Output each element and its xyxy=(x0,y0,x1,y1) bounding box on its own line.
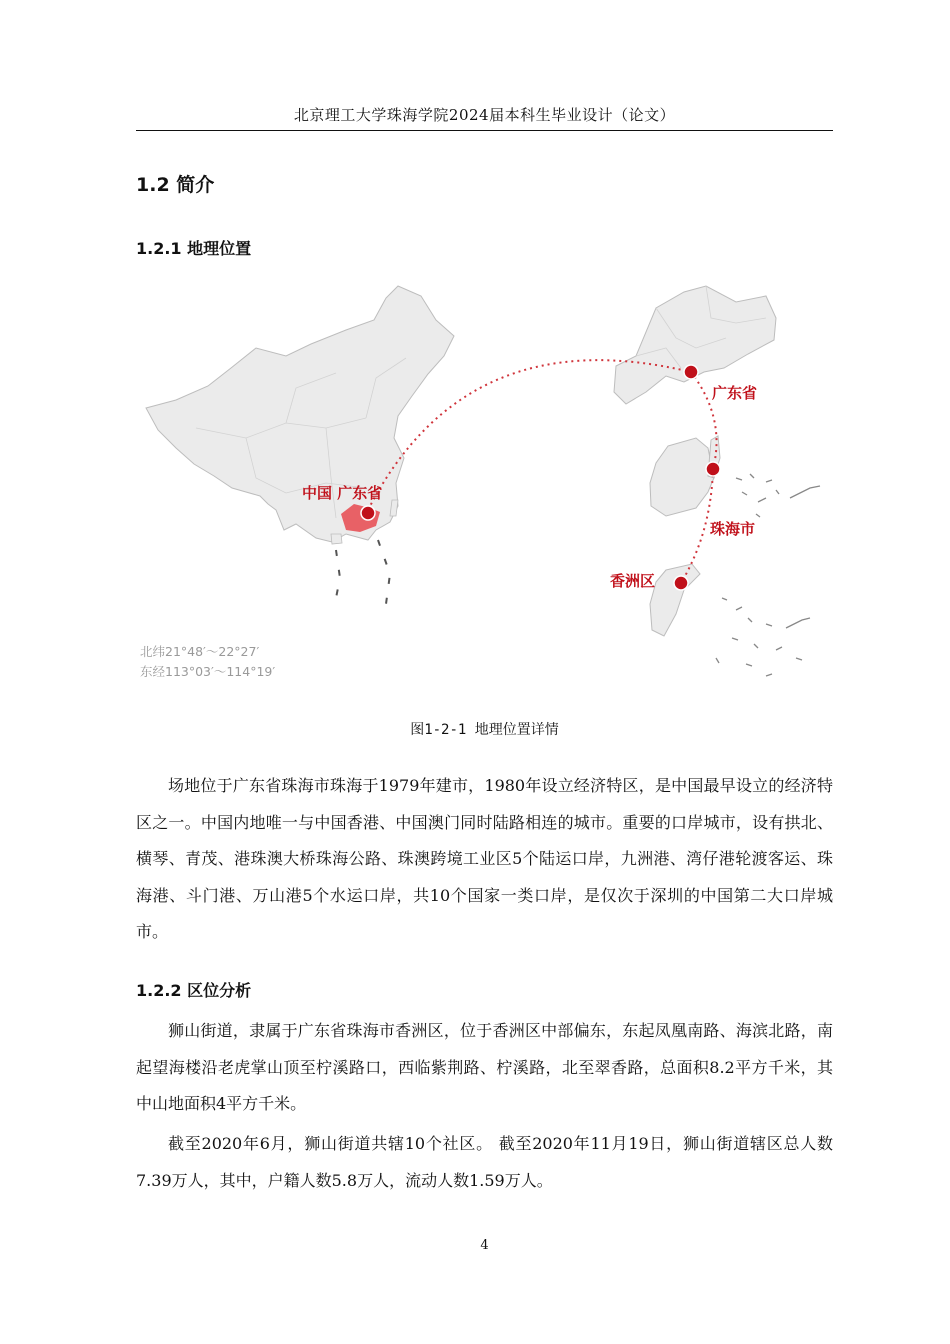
label-xiangzhou: 香洲区 xyxy=(610,572,656,590)
section-heading: 1.2 简介 xyxy=(136,174,215,196)
xiangzhou-map xyxy=(650,564,700,636)
nine-dash-line xyxy=(334,540,390,610)
marker-xiangzhou xyxy=(674,576,688,590)
subsection-heading-analysis: 1.2.2 区位分析 xyxy=(136,981,252,1000)
zhuhai-map xyxy=(650,438,716,516)
marker-zhuhai xyxy=(706,462,720,476)
china-map xyxy=(146,286,454,542)
header-rule xyxy=(136,130,833,131)
marker-china xyxy=(361,506,375,520)
label-guangdong: 广东省 xyxy=(712,384,758,402)
islands xyxy=(716,474,820,676)
location-figure xyxy=(136,278,836,698)
label-china-guangdong: 中国 广东省 xyxy=(302,484,383,502)
location-map xyxy=(136,278,836,698)
figure-caption: 图1-2-1 地理位置详情 xyxy=(410,722,559,738)
label-latitude: 北纬21°48′～22°27′ xyxy=(140,644,260,659)
marker-guangdong xyxy=(684,365,698,379)
paragraph-shishan: 狮山街道，隶属于广东省珠海市香洲区，位于香洲区中部偏东，东起凤凰南路、海滨北路，南起望海楼沿老虎掌山顶至柠溪路口，西临紫荆路、柠溪路，北至翠香路，总面积8.2平方千米，其中山地面积4平方千米。 xyxy=(136,1021,833,1113)
label-longitude: 东经113°03′～114°19′ xyxy=(140,664,276,679)
running-header: 北京理工大学珠海学院2024届本科生毕业设计（论文） xyxy=(293,106,676,124)
paragraph-population: 截至2020年6月，狮山街道共辖10个社区。 截至2020年11月19日，狮山街道辖区总人数7.39万人，其中，户籍人数5.8万人，流动人数1.59万人。 xyxy=(136,1134,833,1190)
label-zhuhai: 珠海市 xyxy=(710,520,756,538)
subsection-heading-location: 1.2.1 地理位置 xyxy=(136,239,252,258)
paragraph-location: 场地位于广东省珠海市珠海于1979年建市，1980年设立经济特区，是中国最早设立的经济特区之一。中国内地唯一与中国香港、中国澳门同时陆路相连的城市。重要的口岸城市，设有拱北、横琴、青茂、港珠澳大桥珠海公路、珠澳跨境工业区5个陆运口岸，九洲港、湾仔港轮渡客运、珠海港、斗门港、万山港5个水运口岸，共10个国家一类口岸，是仅次于深圳的中国第二大口岸城市。 xyxy=(136,776,833,941)
page-number: 4 xyxy=(480,1238,489,1253)
